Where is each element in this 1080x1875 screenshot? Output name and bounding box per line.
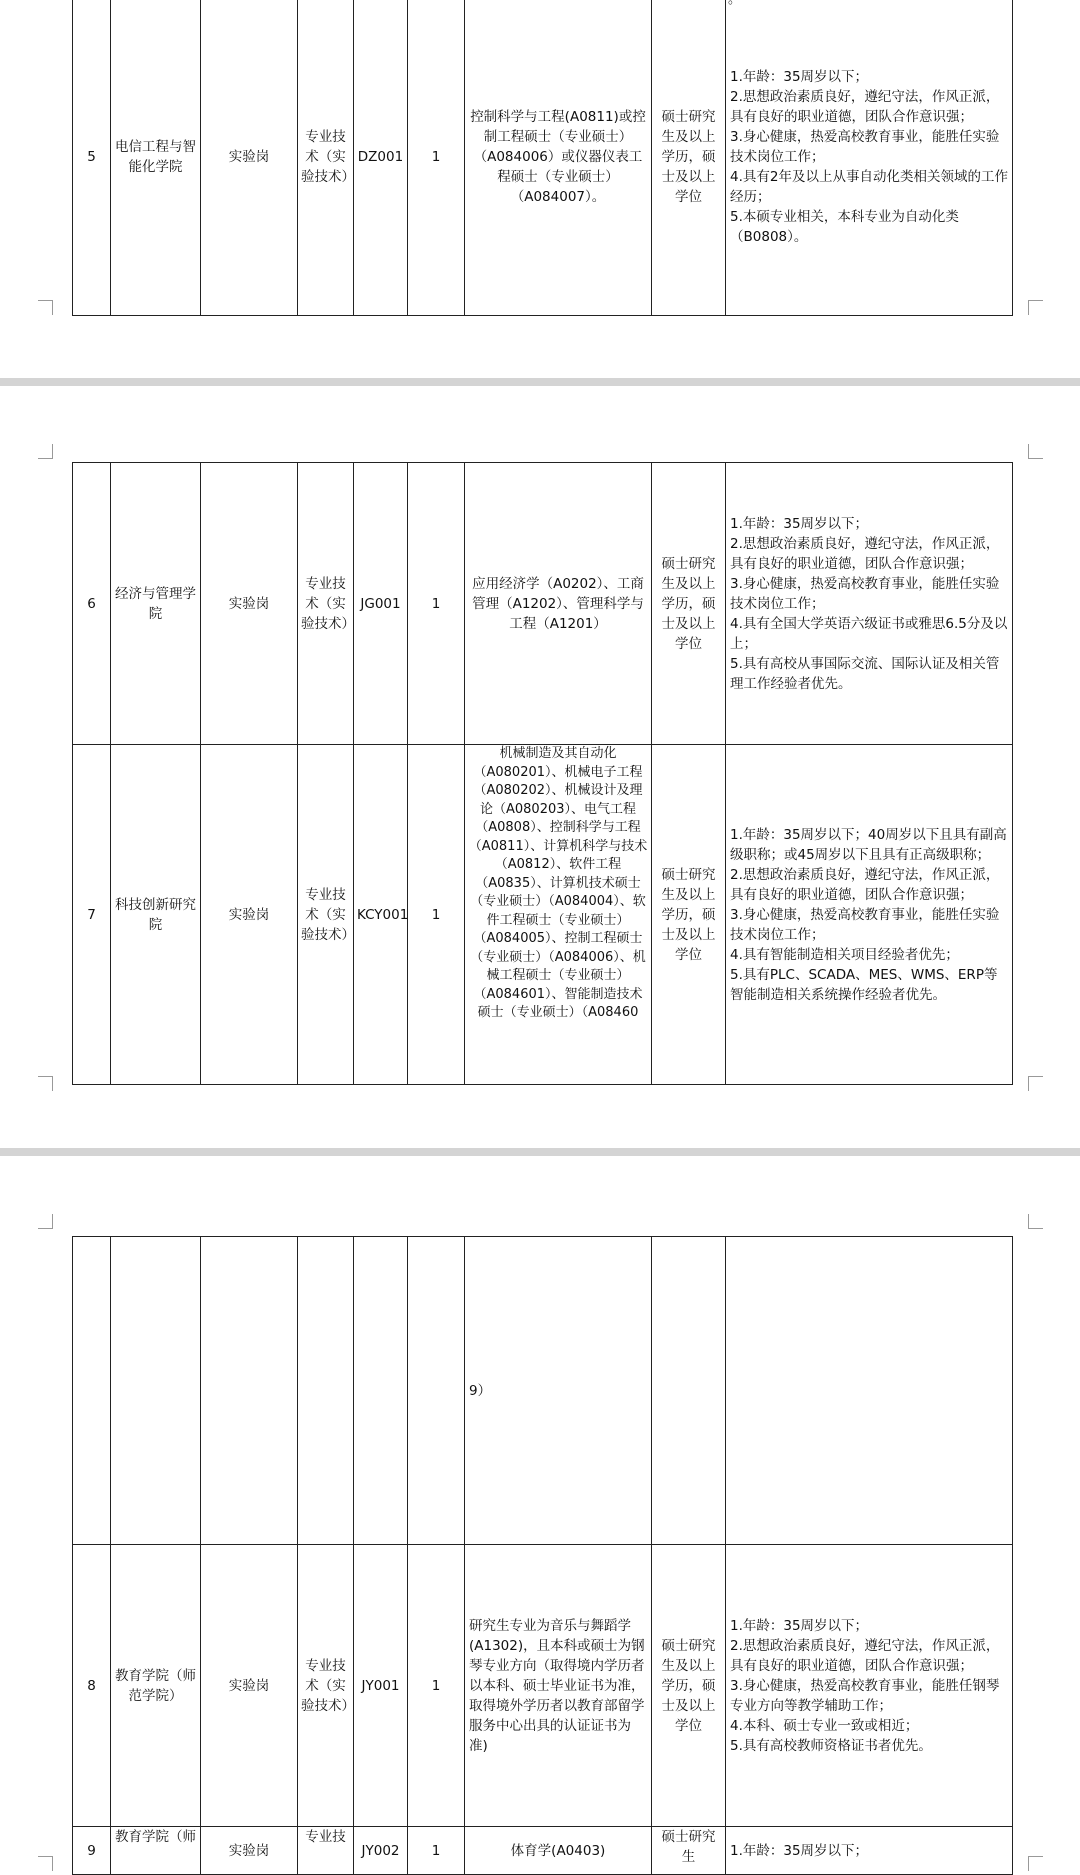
req-line: 5.本硕专业相关，本科专业为自动化类（B0808）。: [730, 209, 959, 246]
crop-mark: [1028, 1076, 1043, 1091]
cell-count: 1: [408, 1827, 465, 1875]
req-line: 1.年龄：35周岁以下；: [730, 515, 869, 532]
cell-requirements: [726, 1545, 1013, 1827]
cell-major: 研究生专业为音乐与舞蹈学(A1302)，且本科或硕士为钢琴专业方向（取得境内学历者以本科、硕士毕业证书为准，取得境外学历者以教育部留学服务中心出具的认证证书为准): [465, 1545, 652, 1827]
cell-major: 控制科学与工程(A0811)或控制工程硕士（专业硕士）（A084006）或仪器仪表工程硕士（专业硕士）（A084007）。: [465, 0, 652, 315]
cell-no: 8: [73, 1545, 111, 1827]
cell-degree: 硕士研究生及以上学历，硕士及以上学位: [652, 0, 726, 315]
cell-requirements: [726, 0, 1013, 315]
req-line: 2.思想政治素质良好，遵纪守法，作风正派，具有良好的职业道德，团队合作意识强；: [730, 1637, 1000, 1674]
crop-mark: [38, 1856, 53, 1871]
page-1: [0, 0, 1080, 378]
cell-category: 专业技: [298, 1827, 354, 1875]
crop-mark: [1028, 300, 1043, 315]
cell-category: 专业技术（实验技术）: [298, 1545, 354, 1827]
req-line: 1.年龄：35周岁以下；: [730, 69, 869, 86]
cell-no: 5: [73, 0, 111, 315]
cell-post: 实验岗: [201, 0, 298, 315]
cell-count: 1: [408, 463, 465, 745]
cell-requirements: [726, 1827, 1013, 1875]
cell-degree: 硕士研究生及以上学历，硕士及以上学位: [652, 463, 726, 745]
table-row-8: [73, 1545, 1013, 1827]
cell-code: DZ001: [354, 0, 408, 315]
req-line: 1.年龄：35周岁以下；: [730, 1617, 869, 1634]
crop-mark: [38, 1214, 53, 1229]
cell-code: KCY001: [354, 745, 408, 1085]
cell-no: 6: [73, 463, 111, 745]
req-line: 3.身心健康，热爱高校教育事业，能胜任实验技术岗位工作；: [730, 575, 1000, 612]
crop-mark: [38, 1076, 53, 1091]
cell-major: 体育学(A0403): [465, 1827, 652, 1875]
cell-major: 机械制造及其自动化（A080201）、机械电子工程（A080202）、机械设计及理论（A080203）、电气工程（A0808）、控制科学与工程（A0811）、计算机科学与技术（A0812）、软件工程（A0835）、计算机技术硕士（专业硕士）（A084004）、软件工程硕士（专业硕士）（A084005）、控制工程硕士（专业硕士）（A084006）、机械工程硕士（专业硕士）（A084601）、智能制造技术硕士（专业硕士）（A08460: [465, 745, 652, 1085]
cell-category: 专业技术（实验技术）: [298, 463, 354, 745]
page-2: [0, 386, 1080, 1148]
req-line: 4.具有智能制造相关项目经验者优先；: [730, 946, 959, 963]
cell-count: 1: [408, 1545, 465, 1827]
cell-code: JY001: [354, 1545, 408, 1827]
cell-category: 专业技术（实验技术）: [298, 745, 354, 1085]
cell-no: 9: [73, 1827, 111, 1875]
cell-major: 应用经济学（A0202）、工商管理（A1202）、管理科学与工程（A1201）: [465, 463, 652, 745]
cell-college: 教育学院（师范学院）: [111, 1545, 201, 1827]
cell-no: [73, 1237, 111, 1545]
cell-degree: 硕士研究生及以上学历，硕士及以上学位: [652, 1545, 726, 1827]
page-gap: [0, 1148, 1080, 1156]
cell-college: [111, 1237, 201, 1545]
cell-requirements: [726, 463, 1013, 745]
cell-degree: 硕士研究生: [652, 1827, 726, 1875]
cell-count: [408, 1237, 465, 1545]
table-row-6: [73, 463, 1013, 745]
req-line: 3.身心健康，热爱高校教育事业，能胜任实验技术岗位工作；: [730, 906, 1000, 943]
cell-college: 电信工程与智能化学院: [111, 0, 201, 315]
cell-no: 7: [73, 745, 111, 1085]
req-line: 1.年龄：35周岁以下；: [730, 1842, 869, 1859]
cell-major: 9）: [465, 1237, 652, 1545]
crop-mark: [1028, 1214, 1043, 1229]
cell-requirements: [726, 745, 1013, 1085]
cell-post: 实验岗: [201, 463, 298, 745]
cell-count: 1: [408, 745, 465, 1085]
cell-college: 教育学院（师: [111, 1827, 201, 1875]
table-row-7-continued: [73, 1237, 1013, 1545]
table-row-5: [73, 0, 1013, 315]
page-gap: [0, 378, 1080, 386]
req-line: 4.本科、硕士专业一致或相近；: [730, 1717, 919, 1734]
cell-code: JG001: [354, 463, 408, 745]
cell-category: 专业技术（实验技术）: [298, 0, 354, 315]
page-3: [0, 1156, 1080, 1874]
crop-mark: [38, 444, 53, 459]
recruitment-table-page-1: [72, 0, 1013, 316]
req-line: 4.具有全国大学英语六级证书或雅思6.5分及以上；: [730, 615, 1008, 652]
req-line: 3.身心健康，热爱高校教育事业，能胜任实验技术岗位工作；: [730, 129, 1000, 166]
cell-degree: [652, 1237, 726, 1545]
table-row-7: [73, 745, 1013, 1085]
cell-category: [298, 1237, 354, 1545]
cell-count: 1: [408, 0, 465, 315]
req-line: 3.身心健康，热爱高校教育事业，能胜任钢琴专业方向等教学辅助工作；: [730, 1677, 1000, 1714]
recruitment-table-page-2: [72, 462, 1013, 1085]
recruitment-table-page-3: [72, 1236, 1013, 1875]
cell-post: [201, 1237, 298, 1545]
crop-mark: [38, 300, 53, 315]
req-line: 5.具有高校从事国际交流、国际认证及相关管理工作经验者优先。: [730, 655, 1000, 692]
table-row-9: [73, 1827, 1013, 1875]
cell-college: 科技创新研究院: [111, 745, 201, 1085]
cell-post: 实验岗: [201, 745, 298, 1085]
crop-mark: [1028, 1856, 1043, 1871]
cell-code: JY002: [354, 1827, 408, 1875]
req-line: 2.思想政治素质良好，遵纪守法，作风正派，具有良好的职业道德，团队合作意识强；: [730, 866, 1000, 903]
crop-mark: [1028, 444, 1043, 459]
cell-degree: 硕士研究生及以上学历，硕士及以上学位: [652, 745, 726, 1085]
req-line: 5.具有高校教师资格证书者优先。: [730, 1737, 932, 1754]
cell-post: 实验岗: [201, 1545, 298, 1827]
req-line: 4.具有2年及以上从事自动化类相关领域的工作经历；: [730, 169, 1008, 206]
cell-requirements: [726, 1237, 1013, 1545]
req-line: 5.具有PLC、SCADA、MES、WMS、ERP等智能制造相关系统操作经验者优先。: [730, 966, 998, 1003]
cell-post: 实验岗: [201, 1827, 298, 1875]
cell-code: [354, 1237, 408, 1545]
cell-college: 经济与管理学院: [111, 463, 201, 745]
req-line: 1.年龄：35周岁以下；40周岁以下且具有副高级职称；或45周岁以下且具有正高级职称；: [730, 826, 1007, 863]
req-line: 2.思想政治素质良好，遵纪守法，作风正派，具有良好的职业道德，团队合作意识强；: [730, 535, 1000, 572]
req-line: 2.思想政治素质良好，遵纪守法，作风正派，具有良好的职业道德，团队合作意识强；: [730, 89, 1000, 126]
